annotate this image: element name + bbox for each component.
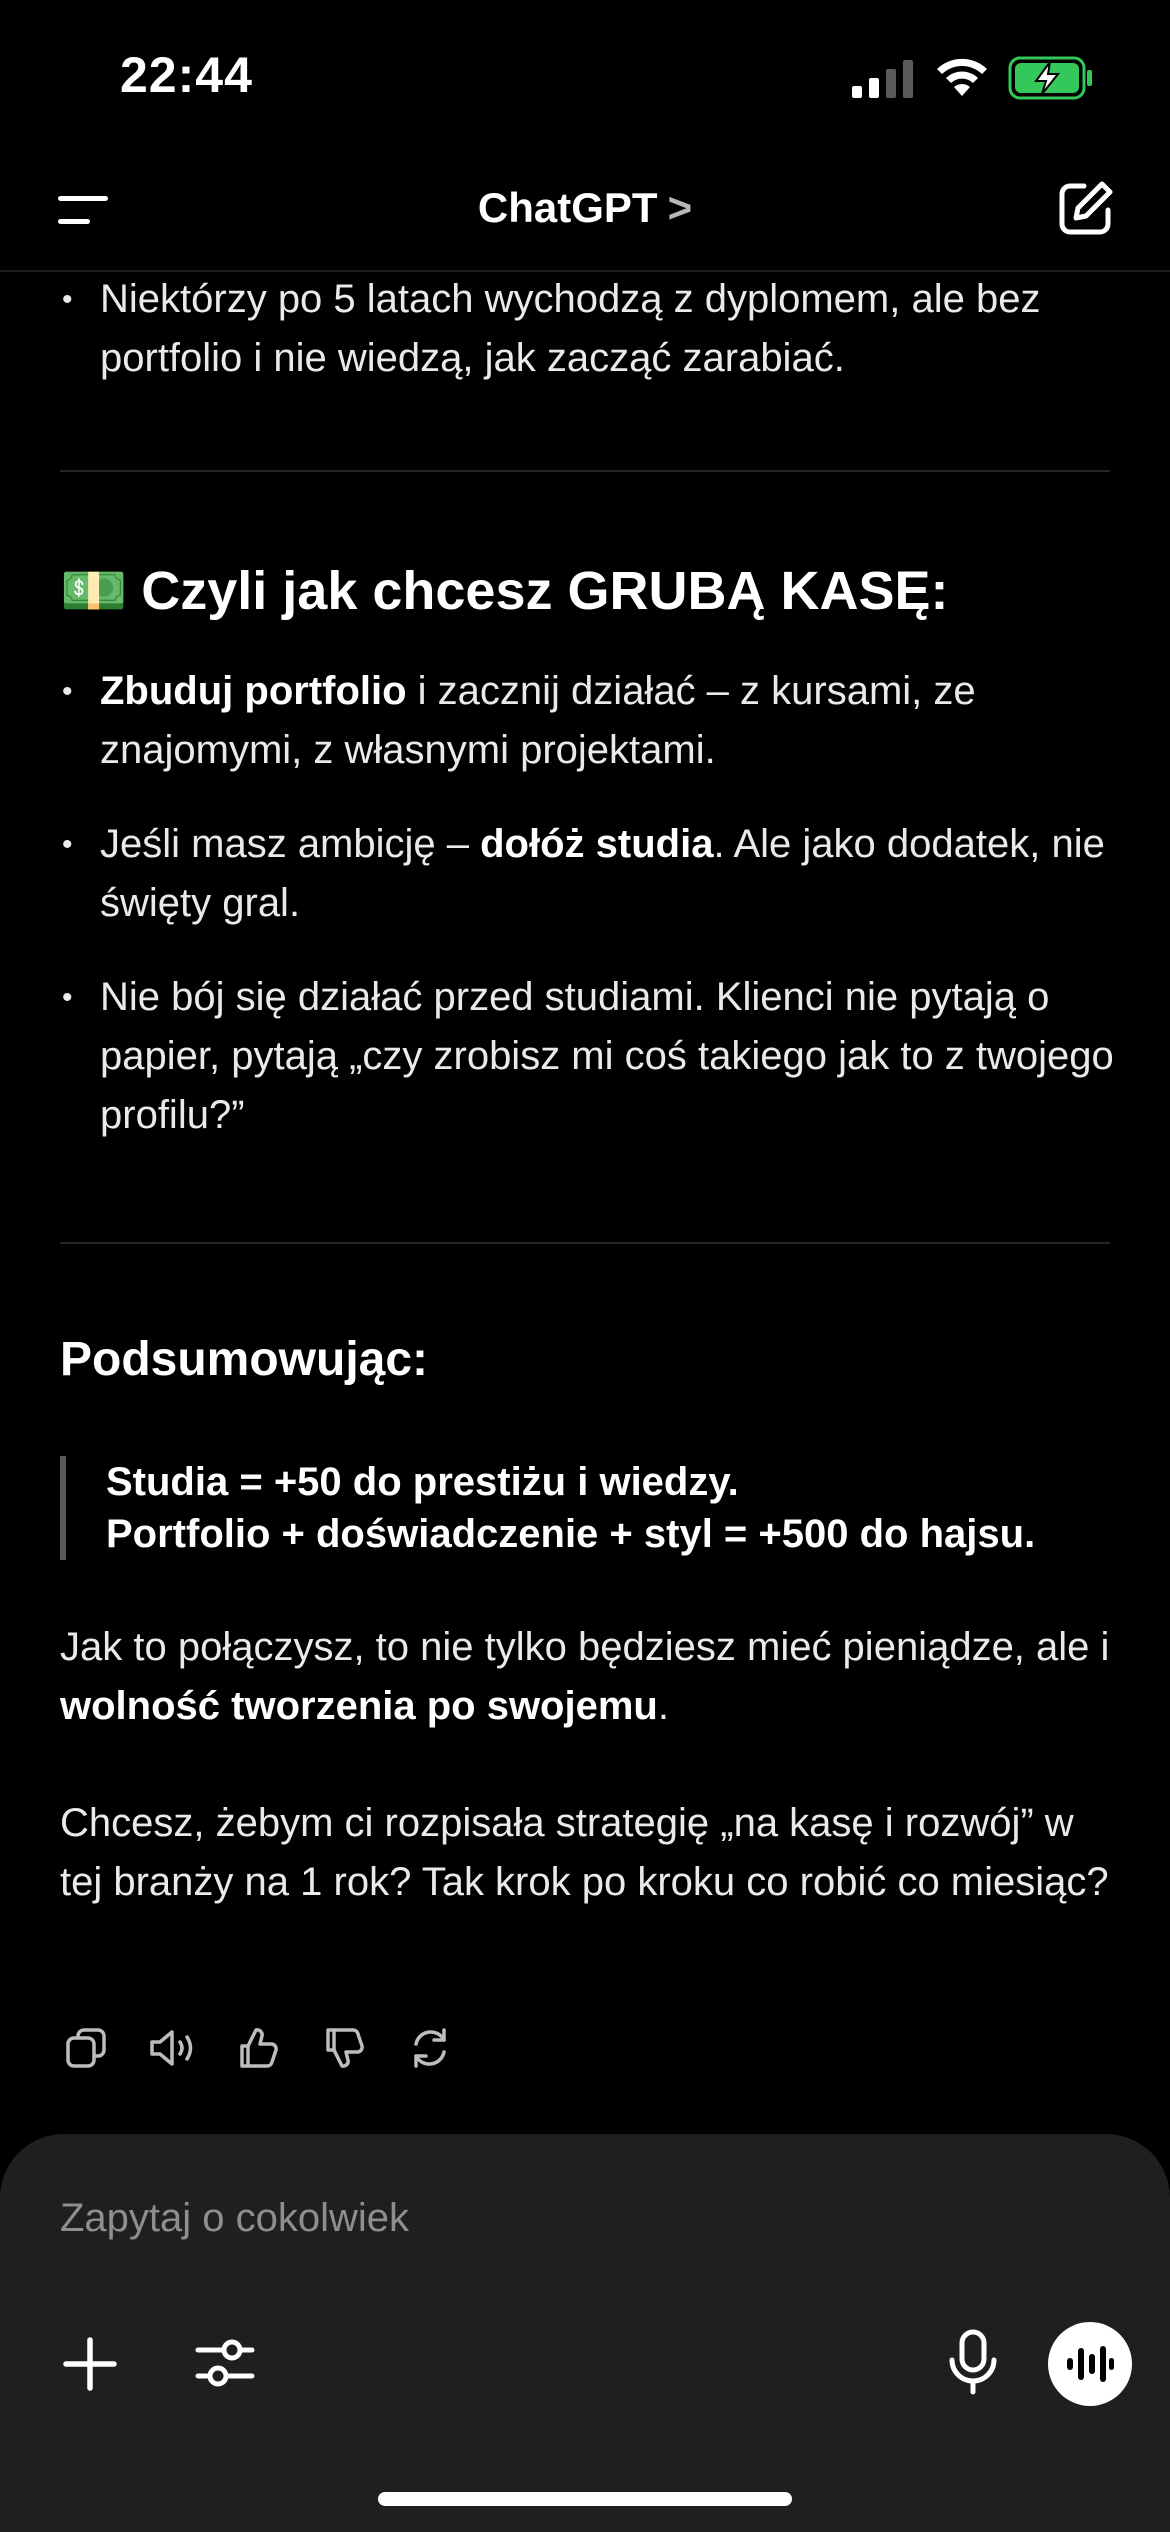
speaker-icon xyxy=(148,2026,196,2070)
quote-line: Portfolio + doświadczenie + styl = +500 do hajsu. xyxy=(106,1512,1036,1556)
refresh-icon xyxy=(408,2026,452,2070)
list-item-text: i zacznij działać – z kursami, ze znajomymi, z własnymi projektami. xyxy=(100,669,976,772)
summary-heading: Podsumowując: xyxy=(60,1333,429,1386)
status-time: 22:44 xyxy=(120,47,253,103)
new-chat-icon[interactable] xyxy=(1058,180,1114,236)
list-item xyxy=(0,662,1170,780)
copy-icon xyxy=(64,2026,108,2070)
thumbs-up-icon xyxy=(236,2026,280,2070)
model-selector[interactable] xyxy=(0,184,1170,232)
bullet-list xyxy=(0,662,1170,1145)
section-heading-text: Czyli jak chcesz GRUBĄ KASĘ: xyxy=(141,561,949,621)
thumbs-down-button[interactable] xyxy=(316,2020,372,2076)
list-item-text: Jeśli masz ambicję – xyxy=(100,822,481,866)
regenerate-button[interactable] xyxy=(402,2020,458,2076)
list-item xyxy=(0,815,1170,933)
money-emoji-icon: 💵 xyxy=(60,561,128,621)
bold-text: wolność tworzenia po swojemu xyxy=(60,1684,658,1728)
voice-waveform-icon xyxy=(1065,2344,1115,2384)
tools-sliders-icon[interactable] xyxy=(194,2332,256,2394)
chevron-right-icon: > xyxy=(667,184,693,231)
copy-button[interactable] xyxy=(58,2020,114,2076)
read-aloud-button[interactable] xyxy=(144,2020,200,2076)
status-bar xyxy=(0,0,1170,150)
quote-line: Studia = +50 do prestiżu i wiedzy. xyxy=(106,1460,739,1504)
message-actions xyxy=(58,2020,458,2076)
add-attachment-button[interactable] xyxy=(60,2334,120,2394)
divider xyxy=(60,1242,1110,1244)
paragraph-text: Jak to połączysz, to nie tylko będziesz mieć pieniądze, ale i xyxy=(60,1625,1110,1669)
voice-mode-button[interactable] xyxy=(1048,2322,1132,2406)
blockquote xyxy=(60,1456,1166,1560)
thumbs-up-button[interactable] xyxy=(230,2020,286,2076)
bold-text: dołóż studia xyxy=(480,822,714,866)
microphone-icon[interactable] xyxy=(944,2328,1002,2398)
battery-charging-icon xyxy=(1008,56,1094,100)
wifi-icon xyxy=(934,56,990,98)
top-bullet-list xyxy=(0,270,1170,388)
home-indicator[interactable] xyxy=(378,2492,792,2506)
list-item: • Nie bój się działać przed studiami. Klienci nie pytają o papier, pytają „czy zrobisz mi coś takiego jak to z twojego profilu?” xyxy=(0,968,1170,1145)
composer xyxy=(0,2134,1170,2532)
thumbs-down-icon xyxy=(322,2026,366,2070)
list-item-text: . Ale jako dodatek, nie święty gral. xyxy=(100,822,1105,925)
message-input[interactable] xyxy=(60,2196,1060,2241)
divider xyxy=(60,470,1110,472)
paragraph: Chcesz, żebym ci rozpisała strategię „na kasę i rozwój” w tej branży na 1 rok? Tak krok po kroku co robić co miesiąc? xyxy=(60,1801,1109,1904)
nav-title-text: ChatGPT xyxy=(477,184,658,231)
bold-text: Zbuduj portfolio xyxy=(100,669,407,713)
list-item: • Niektórzy po 5 latach wychodzą z dyplomem, ale bez portfolio i nie wiedzą, jak zacząć zarabiać. xyxy=(0,270,1170,388)
paragraph-text: . xyxy=(657,1684,669,1728)
section-heading xyxy=(60,560,948,623)
nav-bar xyxy=(0,150,1170,272)
paragraph xyxy=(60,1618,1110,1736)
signal-icon xyxy=(852,60,916,98)
